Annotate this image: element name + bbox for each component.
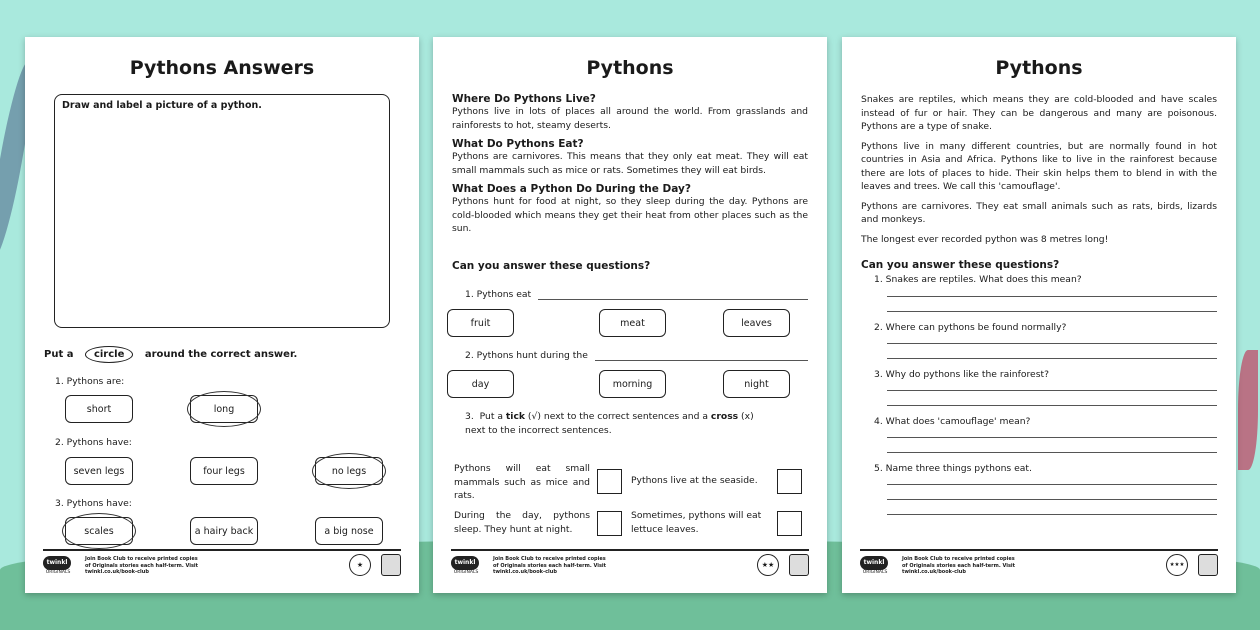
paragraph: Snakes are reptiles, which means they are cold-blooded and have scales instead of fur or hair. They can be dangerous and many are poisonous. Pythons are a type of snake. bbox=[861, 94, 1217, 132]
section-heading: What Does a Python Do During the Day? bbox=[452, 183, 691, 195]
q-bold: cross bbox=[710, 411, 739, 422]
questions-heading: Can you answer these questions? bbox=[452, 260, 651, 272]
text-sections bbox=[452, 93, 808, 236]
section-heading: Where Do Pythons Live? bbox=[452, 93, 596, 105]
circle-instruction bbox=[44, 346, 297, 363]
answer-circle bbox=[187, 391, 261, 427]
page-title: Pythons bbox=[586, 57, 674, 79]
answer-option[interactable]: night bbox=[723, 370, 790, 398]
paragraph: Pythons live in many different countries, but are normally found in hot countries in Asia and Africa. Pythons like to live in the rainforest because there are lots of places to hide. Their skin helps them to blend in with the leaves and trees. We call this 'camouflage'. bbox=[861, 140, 1217, 192]
answer-line[interactable] bbox=[887, 452, 1217, 453]
question-label: 3. Why do pythons like the rainforest? bbox=[874, 369, 1049, 380]
question-label: 1. Pythons are: bbox=[55, 376, 125, 387]
q-text: (x) next to the incorrect sentences. bbox=[465, 411, 754, 436]
answer-option-circled[interactable]: no legs bbox=[315, 457, 383, 485]
question-label: 2. Pythons hunt during the bbox=[465, 350, 588, 361]
statement: During the day, pythons sleep. They hunt at night. bbox=[454, 510, 590, 535]
answer-line[interactable] bbox=[887, 405, 1217, 406]
answer-line[interactable] bbox=[887, 499, 1217, 500]
answer-circle bbox=[312, 453, 386, 489]
section-heading: What Do Pythons Eat? bbox=[452, 138, 584, 150]
question-3-instruction bbox=[465, 410, 765, 438]
answer-option[interactable]: fruit bbox=[447, 309, 514, 337]
question-label: 1. Snakes are reptiles. What does this mean? bbox=[874, 274, 1082, 285]
answer-line[interactable] bbox=[887, 311, 1217, 312]
question-label: 5. Name three things pythons eat. bbox=[874, 463, 1032, 474]
tick-box[interactable] bbox=[597, 511, 622, 536]
answer-line[interactable] bbox=[887, 296, 1217, 297]
book-club-badge-icon bbox=[1198, 554, 1218, 576]
answer-line[interactable] bbox=[887, 390, 1217, 391]
tick-box[interactable] bbox=[597, 469, 622, 494]
question-label: 2. Pythons have: bbox=[55, 437, 132, 448]
paragraph: Pythons are carnivores. They eat small animals such as rats, birds, lizards and monkeys. bbox=[861, 200, 1217, 225]
twinkl-originals-logo: twinkl ORIGINALS bbox=[43, 556, 73, 578]
answer-line[interactable] bbox=[887, 358, 1217, 359]
statement: Pythons will eat small mammals such as mice and rats. bbox=[454, 463, 590, 501]
q-text: Put a bbox=[479, 411, 506, 422]
answer-option[interactable]: morning bbox=[599, 370, 666, 398]
answer-line[interactable] bbox=[887, 343, 1217, 344]
difficulty-star-icon: ★★★ bbox=[1166, 554, 1188, 576]
answer-circle bbox=[62, 513, 136, 549]
answer-option-circled[interactable]: long bbox=[190, 395, 258, 423]
question-label: 4. What does 'camouflage' mean? bbox=[874, 416, 1031, 427]
book-club-badge-icon bbox=[789, 554, 809, 576]
answer-option[interactable]: meat bbox=[599, 309, 666, 337]
question-label: 3. Pythons have: bbox=[55, 498, 132, 509]
footer-text: Join Book Club to receive printed copies of Originals stories each half-term. Visit twinkl.co.uk/book-club bbox=[902, 556, 1016, 575]
answer-option[interactable]: seven legs bbox=[65, 457, 133, 485]
questions-heading: Can you answer these questions? bbox=[861, 259, 1060, 271]
answer-line[interactable] bbox=[887, 514, 1217, 515]
statement: Pythons live at the seaside. bbox=[631, 475, 758, 486]
draw-prompt: Draw and label a picture of a python. bbox=[62, 100, 262, 111]
answer-line[interactable] bbox=[887, 437, 1217, 438]
answer-option[interactable]: a hairy back bbox=[190, 517, 258, 545]
footer-text: Join Book Club to receive printed copies of Originals stories each half-term. Visit twinkl.co.uk/book-club bbox=[85, 556, 199, 575]
q-num: 3. bbox=[465, 411, 474, 422]
answer-option-circled[interactable]: scales bbox=[65, 517, 133, 545]
paragraph: The longest ever recorded python was 8 metres long! bbox=[861, 233, 1109, 245]
book-club-badge-icon bbox=[381, 554, 401, 576]
instr-text: around the correct answer. bbox=[144, 349, 298, 360]
twinkl-originals-logo: twinkl ORIGINALS bbox=[451, 556, 481, 578]
page-footer bbox=[860, 549, 1218, 579]
tick-box[interactable] bbox=[777, 469, 802, 494]
difficulty-star-icon: ★★ bbox=[757, 554, 779, 576]
section-text: Pythons live in lots of places all around the world. From grasslands and rainforests to hot, steamy deserts. bbox=[452, 106, 808, 131]
answer-option[interactable]: a big nose bbox=[315, 517, 383, 545]
answer-line[interactable] bbox=[887, 484, 1217, 485]
page-footer bbox=[451, 549, 809, 579]
footer-text: Join Book Club to receive printed copies of Originals stories each half-term. Visit twinkl.co.uk/book-club bbox=[493, 556, 607, 575]
question-label: 2. Where can pythons be found normally? bbox=[874, 322, 1067, 333]
worksheet-page-reading bbox=[842, 37, 1236, 593]
q-text: (√) next to the correct sentences and a bbox=[525, 411, 708, 422]
answer-option[interactable]: short bbox=[65, 395, 133, 423]
page-title: Pythons Answers bbox=[129, 57, 315, 79]
tick-box[interactable] bbox=[777, 511, 802, 536]
question-label: 1. Pythons eat bbox=[465, 289, 532, 300]
statement: Sometimes, pythons will eat lettuce leaves. bbox=[631, 510, 762, 535]
page-footer bbox=[43, 549, 401, 579]
instr-circle: circle bbox=[85, 346, 133, 363]
drawing-box bbox=[54, 94, 390, 328]
section-text: Pythons hunt for food at night, so they sleep during the day. Pythons are cold-blooded which means they get their heat from other places such as the sun. bbox=[452, 196, 808, 234]
twinkl-originals-logo: twinkl ORIGINALS bbox=[860, 556, 890, 578]
answer-line bbox=[538, 299, 808, 300]
section-text: Pythons are carnivores. This means that they only eat meat. They will eat small mammals such as mice or rats. Sometimes they will eat birds. bbox=[452, 151, 808, 176]
answer-option[interactable]: leaves bbox=[723, 309, 790, 337]
background-leaf bbox=[1238, 350, 1258, 470]
instr-text: Put a bbox=[44, 349, 74, 360]
answer-option[interactable]: day bbox=[447, 370, 514, 398]
page-title: Pythons bbox=[995, 57, 1083, 79]
answer-option[interactable]: four legs bbox=[190, 457, 258, 485]
difficulty-star-icon: ★ bbox=[349, 554, 371, 576]
worksheet-page-answers bbox=[25, 37, 419, 593]
worksheet-page-comprehension bbox=[433, 37, 827, 593]
answer-line bbox=[595, 360, 808, 361]
q-bold: tick bbox=[505, 411, 526, 422]
paragraphs bbox=[861, 93, 1217, 246]
